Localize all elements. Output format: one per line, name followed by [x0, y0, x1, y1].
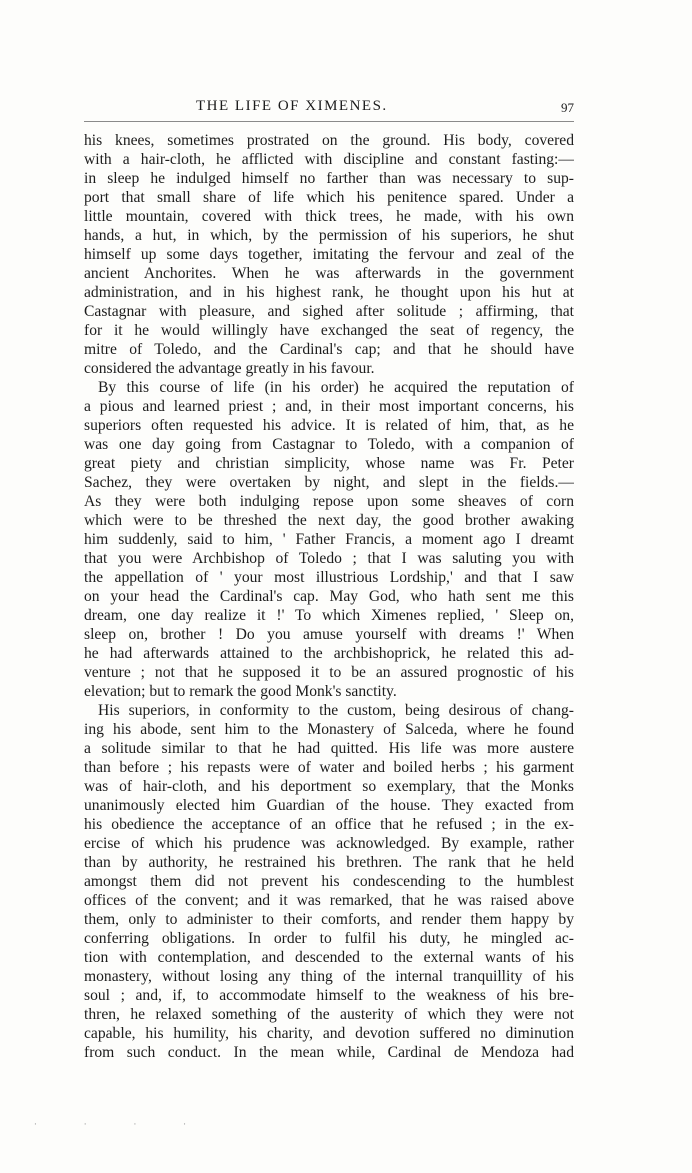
text-line: his obedience the acceptance of an office that he refused ; in the ex-: [84, 816, 574, 833]
text-line: a pious and learned priest ; and, in their most important concerns, his: [84, 398, 574, 415]
text-line: with a hair-cloth, he afflicted with discipline and constant fasting:—: [84, 151, 574, 168]
text-line: mitre of Toledo, and the Cardinal's cap; and that he should have: [84, 341, 574, 358]
text-line: superiors often requested his advice. It is related of him, that, as he: [84, 417, 574, 434]
text-line: in sleep he indulged himself no farther than was necessary to sup-: [84, 170, 574, 187]
text-line: them, only to administer to their comforts, and render them happy by: [84, 911, 574, 928]
text-line: offices of the convent; and it was remarked, that he was raised above: [84, 892, 574, 909]
text-line: great piety and christian simplicity, whose name was Fr. Peter: [84, 455, 574, 472]
text-line: port that small share of life which his penitence spared. Under a: [84, 189, 574, 206]
text-line: unanimously elected him Guardian of the house. They exacted from: [84, 797, 574, 814]
text-line: hands, a hut, in which, by the permission of his superiors, he shut: [84, 227, 574, 244]
text-line: administration, and in his highest rank, he thought upon his hut at: [84, 284, 574, 301]
text-line: ancient Anchorites. When he was afterwards in the government: [84, 265, 574, 282]
text-line: his knees, sometimes prostrated on the ground. His body, covered: [84, 132, 574, 149]
header-rule: [84, 121, 574, 122]
text-line: on your head the Cardinal's cap. May God, who hath sent me this: [84, 588, 574, 605]
page-header: [84, 98, 574, 122]
text-line: than by authority, he restrained his brethren. The rank that he held: [84, 854, 574, 871]
text-line: By this course of life (in his order) he acquired the reputation of: [98, 379, 574, 396]
text-line: that you were Archbishop of Toledo ; that I was saluting you with: [84, 550, 574, 567]
text-line: considered the advantage greatly in his favour.: [84, 360, 375, 377]
text-line: His superiors, in conformity to the custom, being desirous of chang-: [98, 702, 574, 719]
text-line: Sachez, they were overtaken by night, and slept in the fields.—: [84, 474, 574, 491]
text-line: was one day going from Castagnar to Toledo, with a companion of: [84, 436, 574, 453]
text-line: for it he would willingly have exchanged the seat of regency, the: [84, 322, 574, 339]
text-line: venture ; not that he supposed it to be an assured prognostic of his: [84, 664, 574, 681]
text-line: ercise of which his prudence was acknowledged. By example, rather: [84, 835, 574, 852]
text-line: amongst them did not prevent his condescending to the humblest: [84, 873, 574, 890]
text-line: which were to be threshed the next day, the good brother awaking: [84, 512, 574, 529]
text-line: soul ; and, if, to accommodate himself to the weakness of his bre-: [84, 987, 574, 1004]
text-line: tion with contemplation, and descended to the external wants of his: [84, 949, 574, 966]
text-line: elevation; but to remark the good Monk's sanctity.: [84, 683, 397, 700]
text-line: capable, his humility, his charity, and devotion suffered no diminution: [84, 1025, 574, 1042]
text-line: ing his abode, sent him to the Monastery of Salceda, where he found: [84, 721, 574, 738]
text-line: him suddenly, said to him, ' Father Francis, a moment ago I dreamt: [84, 531, 574, 548]
text-line: Castagnar with pleasure, and sighed after solitude ; affirming, that: [84, 303, 574, 320]
text-line: little mountain, covered with thick trees, he made, with his own: [84, 208, 574, 225]
text-line: he had afterwards attained to the archbishoprick, he related this ad-: [84, 645, 574, 662]
paper-specks: · · · ·: [34, 1120, 209, 1130]
page-number: 97: [561, 100, 574, 115]
text-line: was of hair-cloth, and his deportment so exemplary, that the Monks: [84, 778, 574, 795]
text-line: than before ; his repasts were of water and boiled herbs ; his garment: [84, 759, 574, 776]
text-line: conferring obligations. In order to fulfil his duty, he mingled ac-: [84, 930, 574, 947]
body-text: [84, 131, 574, 1062]
text-line: a solitude similar to that he had quitted. His life was more austere: [84, 740, 574, 757]
running-title: THE LIFE OF XIMENES.: [196, 98, 388, 114]
text-line: thren, he relaxed something of the austerity of which they were not: [84, 1006, 574, 1023]
text-line: As they were both indulging repose upon some sheaves of corn: [84, 493, 574, 510]
text-line: sleep on, brother ! Do you amuse yourself with dreams !' When: [84, 626, 574, 643]
text-line: the appellation of ' your most illustrious Lordship,' and that I saw: [84, 569, 574, 586]
text-line: himself up some days together, imitating the fervour and zeal of the: [84, 246, 574, 263]
text-line: dream, one day realize it !' To which Ximenes replied, ' Sleep on,: [84, 607, 574, 624]
text-line: from such conduct. In the mean while, Cardinal de Mendoza had: [84, 1044, 574, 1061]
text-line: monastery, without losing any thing of the internal tranquillity of his: [84, 968, 574, 985]
